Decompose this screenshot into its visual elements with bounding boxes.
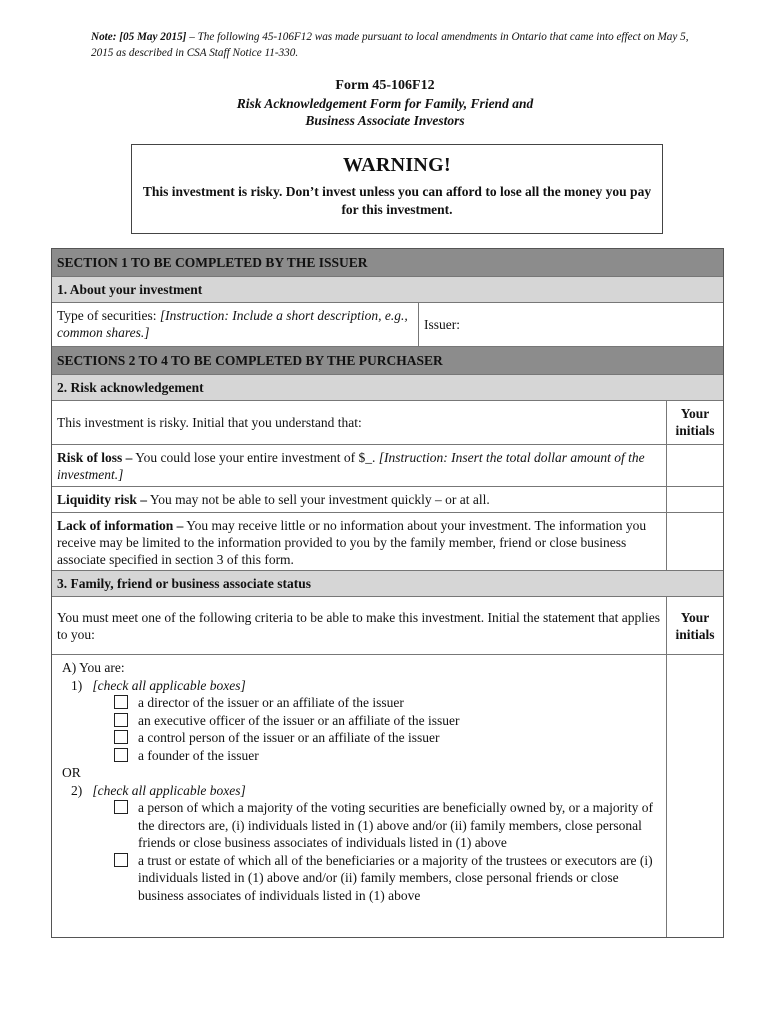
risk-intro-text: This investment is risky. Initial that you understand that: xyxy=(57,415,362,430)
warning-title: WARNING! xyxy=(343,154,451,176)
form-title-line2: Business Associate Investors xyxy=(305,113,465,128)
item1-heading: 1) [check all applicable boxes] xyxy=(71,677,246,693)
risk-intro-row xyxy=(52,401,723,445)
type-of-securities-field[interactable] xyxy=(52,303,419,346)
director-checkbox[interactable] xyxy=(114,695,128,709)
section1-subheader: 1. About your investment xyxy=(52,277,723,303)
type-label: Type of securities: xyxy=(57,308,160,323)
control-person-checkbox[interactable] xyxy=(114,730,128,744)
warning-text: This investment is risky. Don’t invest unless you can afford to lose all the money you pay for this investment. xyxy=(142,184,652,217)
risk-of-loss-initials-box[interactable] xyxy=(666,445,723,486)
issuer-label: Issuer: xyxy=(424,317,460,332)
trust-or-estate-checkbox[interactable] xyxy=(114,853,128,867)
criteria-a-label: A) You are: xyxy=(62,660,125,675)
item2-heading: 2) [check all applicable boxes] xyxy=(71,782,246,798)
form-number: Form 45-106F12 xyxy=(335,78,435,93)
liquidity-risk-text: Liquidity risk – You may not be able to sell your investment quickly – or at all. xyxy=(57,492,490,507)
trust-or-estate-option: a trust or estate of which all of the beneficiaries or a majority of the trustees or executors are (i) individuals listed in (1) above and/or (ii) family members, close personal friends or close business associates of individuals listed in (1) above xyxy=(57,852,661,905)
lack-of-information-initials-box[interactable] xyxy=(666,513,723,570)
liquidity-risk-row xyxy=(52,487,723,513)
executive-officer-checkbox[interactable] xyxy=(114,713,128,727)
note-label: Note: [05 May 2015] xyxy=(91,31,187,43)
status-initials-header: Your initials xyxy=(666,597,723,654)
majority-owned-person-checkbox[interactable] xyxy=(114,800,128,814)
section2-subheader: 2. Risk acknowledgement xyxy=(52,375,723,401)
section3-subheader: 3. Family, friend or business associate status xyxy=(52,571,723,597)
criteria-a-initials-box[interactable] xyxy=(666,655,723,937)
founder-checkbox[interactable] xyxy=(114,748,128,762)
lack-of-information-text: Lack of information – You may receive little or no information about your investment. The information you receive may be limited to the information provided to you by the family member, friend or close business associate specified in section 3 of this form. xyxy=(57,518,647,567)
investment-info-row xyxy=(52,303,723,347)
section1-header: SECTION 1 TO BE COMPLETED BY THE ISSUER xyxy=(52,249,723,277)
executive-officer-option: an executive officer of the issuer or an affiliate of the issuer xyxy=(57,712,661,730)
criteria-a-row xyxy=(52,655,723,937)
founder-option: a founder of the issuer xyxy=(57,747,661,765)
risk-of-loss-text: Risk of loss – You could lose your entire investment of $_. [Instruction: Insert the total dollar amount of the investment.] xyxy=(57,450,645,482)
type-instruction: [Instruction: Include a short description, e.g., common shares.] xyxy=(57,308,408,340)
liquidity-risk-initials-box[interactable] xyxy=(666,487,723,512)
status-intro-text: You must meet one of the following criteria to be able to make this investment. Initial the statement that applies to you: xyxy=(57,609,660,642)
risk-of-loss-row xyxy=(52,445,723,487)
section2-4-header: SECTIONS 2 TO 4 TO BE COMPLETED BY THE PURCHASER xyxy=(52,347,723,375)
acknowledgement-form-table xyxy=(51,248,724,938)
initials-header: Your initials xyxy=(666,401,723,444)
criteria-a-checklist xyxy=(52,655,666,937)
control-person-option: a control person of the issuer or an affiliate of the issuer xyxy=(57,729,661,747)
form-title-line1: Risk Acknowledgement Form for Family, Friend and xyxy=(236,96,534,111)
amendment-note xyxy=(91,29,711,61)
issuer-field[interactable] xyxy=(419,303,723,346)
director-option: a director of the issuer or an affiliate of the issuer xyxy=(57,694,661,712)
status-intro-row xyxy=(52,597,723,655)
majority-owned-person-option: a person of which a majority of the voting securities are beneficially owned by, or a majority of the directors are, (i) individuals listed in (1) above and/or (ii) family members, close personal friends or close business associates of individuals listed in (1) above xyxy=(57,799,661,852)
lack-of-information-row xyxy=(52,513,723,571)
form-title xyxy=(0,95,770,129)
warning-box xyxy=(131,144,663,234)
note-text: – The following 45-106F12 was made pursuant to local amendments in Ontario that came into effect on May 5, 2015 as described in CSA Staff Notice 11-330. xyxy=(91,31,689,59)
or-label: OR xyxy=(62,765,81,780)
